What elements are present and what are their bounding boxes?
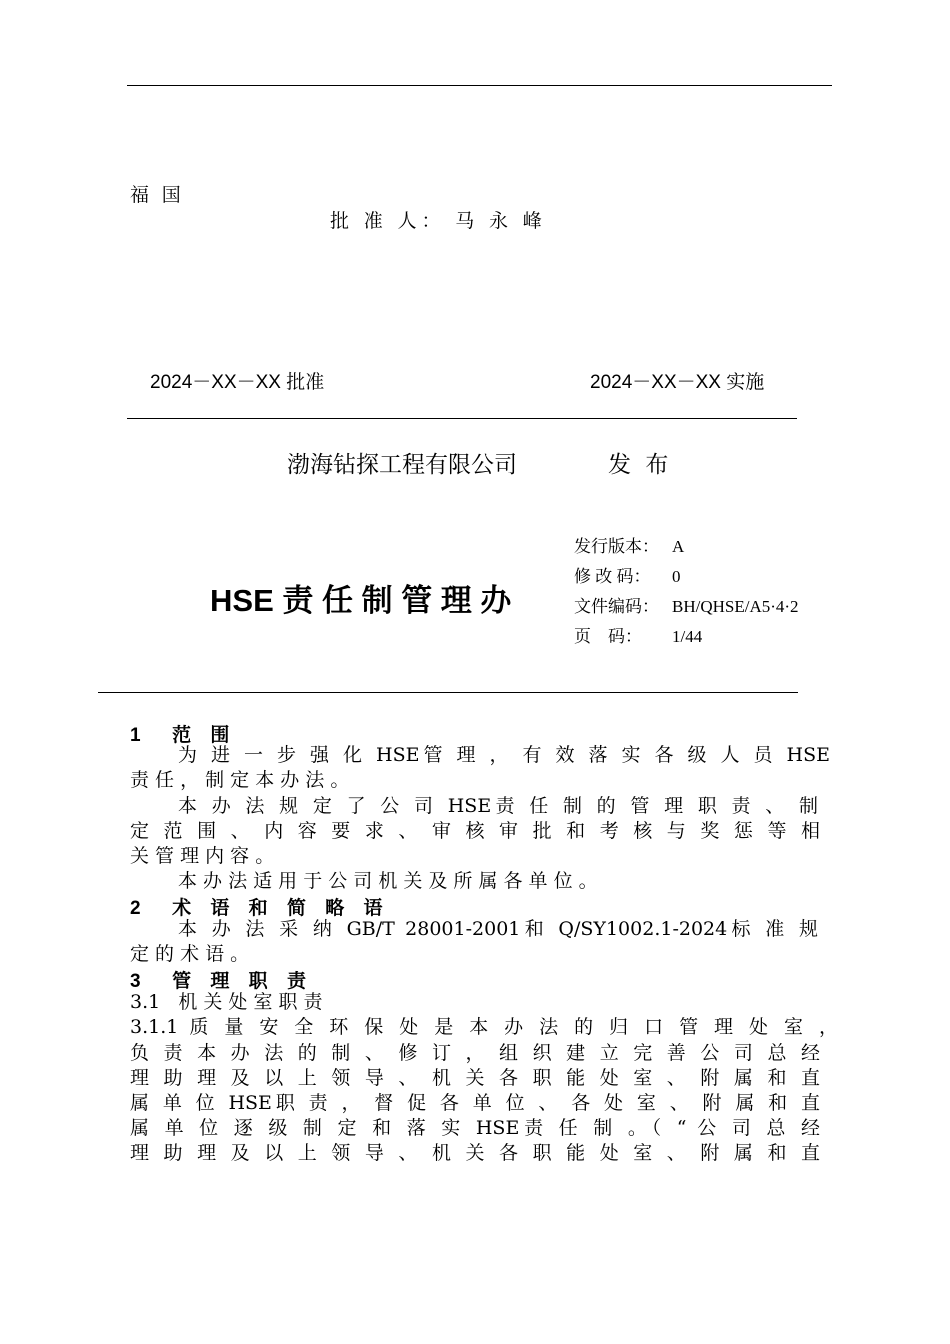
- approve-date: 2024－XX－XX 批准: [150, 372, 325, 393]
- revision-value: 0: [672, 567, 681, 586]
- version-value: A: [672, 537, 685, 556]
- revision-row: [574, 562, 799, 592]
- page-label: 页 码：: [574, 627, 642, 646]
- code-label: 文件编码：: [574, 597, 659, 616]
- version-row: [574, 532, 799, 562]
- section-3-1-1-line-5: 属 单 位 逐 级 制 定 和 落 实 HSE责 任 制 。（ “ 公 司 总 经: [130, 1117, 820, 1139]
- code-row: [574, 592, 799, 622]
- page-value: 1/44: [672, 627, 703, 646]
- section-3-1-1-line-4: 属 单 位 HSE职 责 ， 督 促 各 单 位 、 各 处 室 、 附 属 和 直: [130, 1092, 820, 1114]
- version-label: 发行版本：: [574, 537, 659, 556]
- section-3-heading: 3 管 理 职 责: [130, 971, 313, 992]
- section-2-para-1-line-2: 定 的 术 语 。: [130, 943, 250, 965]
- title-rule: [98, 692, 798, 693]
- section-2-heading: 2 术 语 和 简 略 语: [130, 898, 390, 919]
- publish-word: 发 布: [608, 451, 673, 477]
- section-3-1-1-line-3: 理 助 理 及 以 上 领 导 、 机 关 各 职 能 处 室 、 附 属 和 直: [130, 1067, 820, 1089]
- document-meta: [574, 532, 799, 652]
- section-3-1-1-line-1: 3.1.1 质 量 安 全 环 保 处 是 本 办 法 的 归 口 管 理 处 室 ，: [130, 1016, 838, 1038]
- section-1-para-1-line-2: 责 任 ， 制 定 本 办 法 。: [130, 769, 350, 791]
- date-rule: [127, 418, 797, 419]
- section-3-1-1-line-2: 负 责 本 办 法 的 制 、 修 订 ， 组 织 建 立 完 善 公 司 总 经: [130, 1042, 820, 1064]
- section-1-para-2-line-1: 本 办 法 规 定 了 公 司 HSE责 任 制 的 管 理 职 责 、 制: [178, 795, 818, 817]
- section-2-para-1-line-1: 本 办 法 采 纳 GB/T 28001-2001和 Q/SY1002.1-2024标 准 规: [178, 918, 818, 940]
- revision-label: 修 改 码：: [574, 567, 651, 586]
- section-1-para-3-line-1: 本 办 法 适 用 于 公 司 机 关 及 所 属 各 单 位 。: [178, 870, 598, 892]
- section-3-1-1-line-6: 理 助 理 及 以 上 领 导 、 机 关 各 职 能 处 室 、 附 属 和 直: [130, 1142, 820, 1164]
- section-1-para-1-line-1: 为 进 一 步 强 化 HSE管 理 ， 有 效 落 实 各 级 人 员 HSE: [178, 744, 830, 766]
- document-title: HSE 责 任 制 管 理 办: [210, 583, 512, 618]
- section-1-heading: 1 范 围: [130, 725, 237, 746]
- page-row: [574, 622, 799, 652]
- header-fragment: 福 国: [130, 185, 185, 206]
- publisher-name: 渤海钻探工程有限公司: [287, 451, 517, 477]
- section-1-para-2-line-3: 关 管 理 内 容 。: [130, 845, 275, 867]
- code-value: BH/QHSE/A5·4·2: [672, 597, 799, 616]
- approver-line: 批 准 人： 马 永 峰: [330, 211, 547, 232]
- top-rule: [127, 85, 832, 86]
- section-1-para-2-line-2: 定 范 围 、 内 容 要 求 、 审 核 审 批 和 考 核 与 奖 惩 等 相: [130, 820, 820, 842]
- section-3-1-heading: 3.1 机 关 处 室 职 责: [130, 991, 323, 1013]
- effective-date: 2024－XX－XX 实施: [590, 372, 765, 393]
